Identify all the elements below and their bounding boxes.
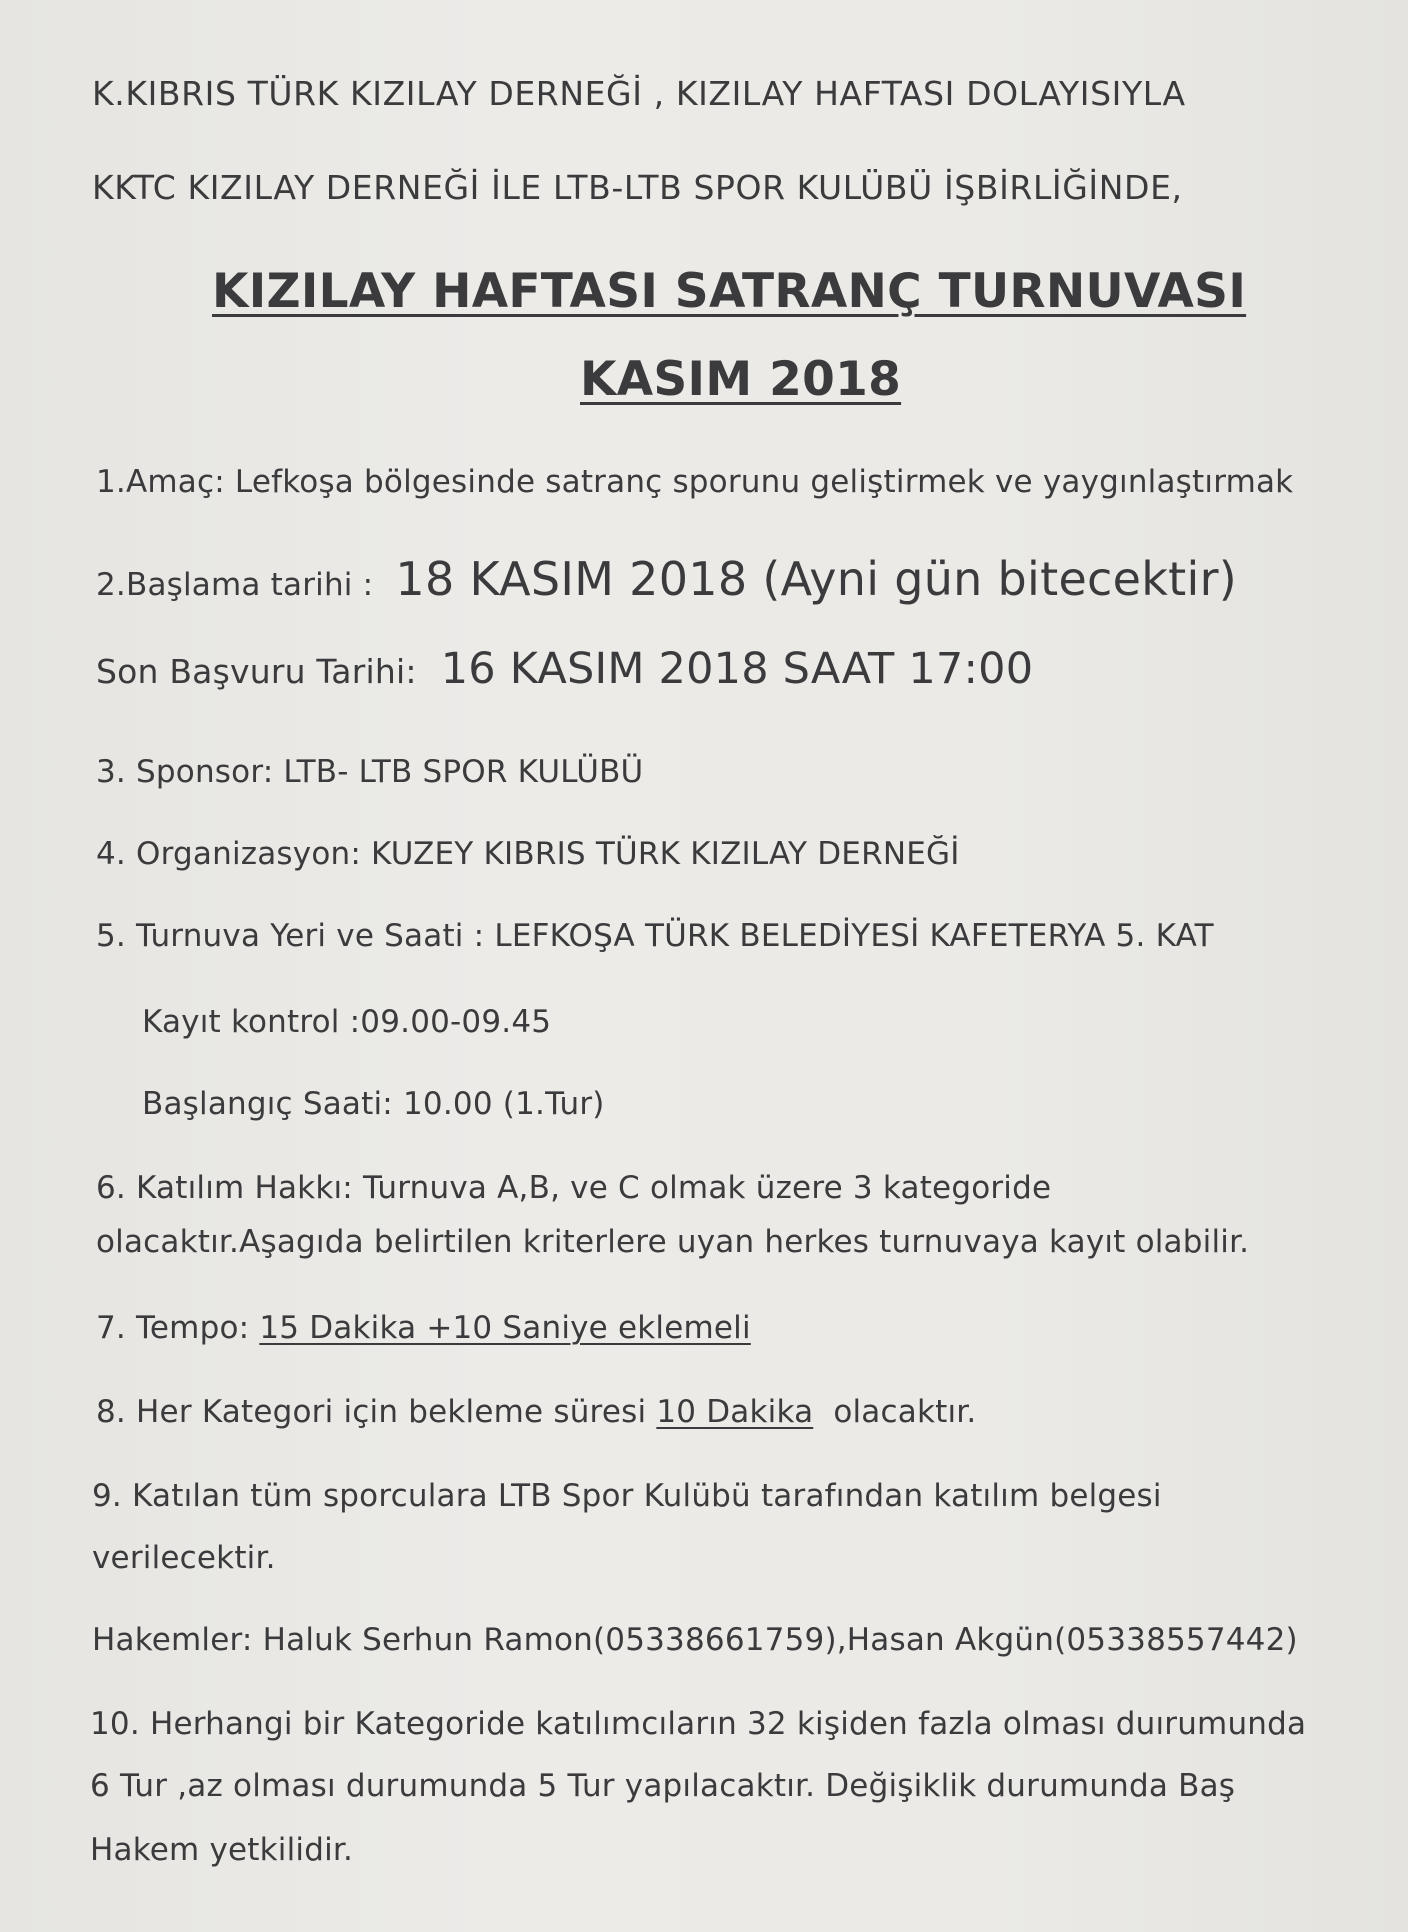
item-kayit-kontrol: Kayıt kontrol :09.00-09.45 (142, 1004, 552, 1040)
item-tur-line-1: 10. Herhangi bir Kategoride katılımcıların 32 kişiden fazla olması duırumunda (90, 1706, 1307, 1742)
item-baslangic-saati: Başlangıç Saati: 10.00 (1.Tur) (142, 1086, 605, 1122)
bekleme-suffix: olacaktır. (833, 1394, 977, 1430)
item-amac: 1.Amaç: Lefkoşa bölgesinde satranç sporunu geliştirmek ve yaygınlaştırmak (96, 464, 1294, 500)
baslama-value: 18 KASIM 2018 (Ayni gün bitecektir) (395, 552, 1238, 606)
item-organizasyon: 4. Organizasyon: KUZEY KIBRIS TÜRK KIZILAY DERNEĞİ (96, 836, 960, 872)
item-turnuva-yeri: 5. Turnuva Yeri ve Saati : LEFKOŞA TÜRK BELEDİYESİ KAFETERYA 5. KAT (96, 918, 1214, 954)
tournament-title: KIZILAY HAFTASI SATRANÇ TURNUVASI (212, 264, 1247, 319)
son-basvuru-label: Son Başvuru Tarihi: (96, 652, 417, 691)
item-son-basvuru (96, 644, 1033, 696)
item-sponsor: 3. Sponsor: LTB- LTB SPOR KULÜBÜ (96, 754, 644, 790)
tournament-month: KASIM 2018 (580, 352, 902, 407)
item-tur-line-2: 6 Tur ,az olması durumunda 5 Tur yapılacaktır. Değişiklik durumunda Baş (90, 1768, 1236, 1804)
header-line-2: KKTC KIZILAY DERNEĞİ İLE LTB-LTB SPOR KULÜBÜ İŞBİRLİĞİNDE, (92, 168, 1183, 207)
item-bekleme-suresi (96, 1394, 976, 1431)
item-katilim-line-2: olacaktır.Aşagıda belirtilen kriterlere uyan herkes turnuvaya kayıt olabilir. (96, 1224, 1250, 1260)
bekleme-value: 10 Dakika (656, 1394, 814, 1430)
baslama-label: 2.Başlama tarihi : (96, 567, 374, 603)
item-belge-line-2: verilecektir. (92, 1540, 276, 1576)
son-basvuru-value: 16 KASIM 2018 SAAT 17:00 (440, 644, 1034, 694)
item-katilim-line-1: 6. Katılım Hakkı: Turnuva A,B, ve C olmak üzere 3 kategoride (96, 1170, 1052, 1206)
tempo-label: 7. Tempo: (96, 1310, 250, 1346)
item-tempo (96, 1310, 751, 1347)
item-hakemler: Hakemler: Haluk Serhun Ramon(05338661759),Hasan Akgün(05338557442) (92, 1622, 1298, 1658)
bekleme-prefix: 8. Her Kategori için bekleme süresi (96, 1394, 647, 1430)
item-tur-line-3: Hakem yetkilidir. (90, 1832, 354, 1868)
header-line-1: K.KIBRIS TÜRK KIZILAY DERNEĞİ , KIZILAY HAFTASI DOLAYISIYLA (92, 74, 1186, 113)
item-baslama-tarihi (96, 552, 1237, 607)
tempo-value: 15 Dakika +10 Saniye eklemeli (259, 1310, 751, 1346)
item-belge-line-1: 9. Katılan tüm sporculara LTB Spor Kulübü tarafından katılım belgesi (92, 1478, 1162, 1514)
